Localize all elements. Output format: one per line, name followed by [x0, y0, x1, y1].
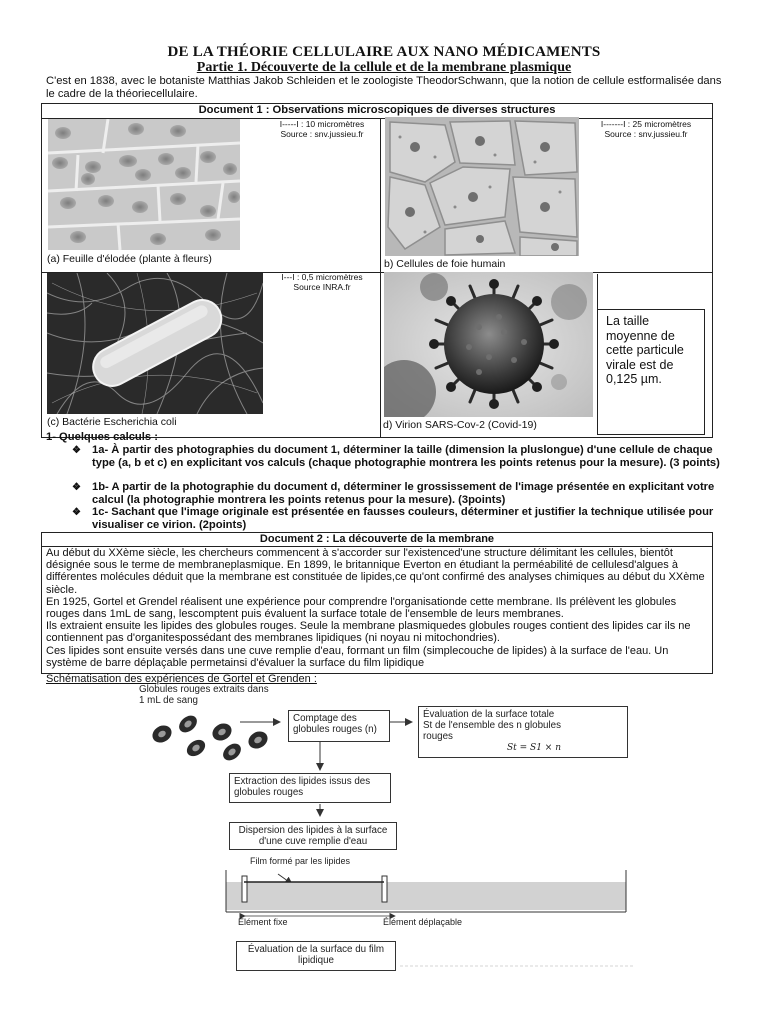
document-2-frame [41, 532, 713, 674]
count-box: Comptage des globules rouges (n) [288, 710, 390, 742]
doc2-paragraph: Ils extraient ensuite les lipides des globules rouges. Seule la membrane plasmiquedes globules rouges contient des lipides car ils ne contiennent pas d'organitespossédant des membranes lipidiques (ni noyau ni mitochondries). [46, 620, 691, 645]
red-blood-cells-icon [144, 712, 274, 762]
caption-a: (a) Feuille d'élodée (plante à fleurs) [47, 253, 212, 265]
intro-paragraph: C'est en 1838, avec le botaniste Matthias Jakob Schleiden et le zoologiste TheodorSchwann, que la notion de cellule estformalisée dans le cadre de la théoriecellulaire. [46, 75, 722, 100]
question-1b [72, 481, 724, 507]
question-1b-text: 1b- A partir de la photographie du document d, déterminer le grossissement de l'image présentée en explicitant votre calcul (la photographie montrera les points retenus pour la mesure). (3points) [92, 481, 715, 506]
source-c: Source INRA.fr [293, 282, 351, 292]
film-label: Film formé par les lipides [250, 856, 351, 866]
diamond-bullet-icon: ❖ [72, 445, 81, 456]
virion-photo [384, 272, 593, 417]
film-surface-eval-box: Évaluation de la surface du film lipidique [236, 941, 396, 971]
scale-bar-b: I-------I : 25 micromètres [600, 119, 692, 129]
scale-bar-c: I---I : 0,5 micromètres [281, 272, 363, 282]
doc2-paragraph: Ces lipides sont ensuite versés dans une cuve remplie d'eau, formant un film (simplecouche de lipides) à la surface de l'eau. Un système de barre déplaçable permetainsi d'évaluer la surface du film lipidique [46, 644, 669, 669]
doc2-paragraph: En 1925, Gortel et Grendel réalisent une expérience pour comprendre l'organisationde cette membrane. Ils prélèvent les globules rouges dans 1mL de sang, lescomptent puis évaluent la surface totale de l'ensemble de leurs membranes. [46, 595, 677, 621]
surface-total-text: Évaluation de la surface totale St de l'ensemble des n globules rouges [423, 709, 562, 742]
liver-cells-photo [385, 117, 579, 256]
elodea-leaf-photo [48, 119, 240, 250]
surface-formula: St = S1 × n [507, 743, 561, 753]
schema-title: Schématisation des expériences de Gortel et Grenden : [46, 673, 317, 685]
viral-size-note: La taille moyenne de cette particule virale est de 0,125 µm. [597, 309, 705, 435]
water-tank-diagram [222, 868, 632, 918]
caption-b: b) Cellules de foie humain [384, 258, 506, 270]
doc1-vertical-divider [380, 118, 381, 438]
ecoli-photo [47, 273, 263, 414]
source-b: Source : snv.jussieu.fr [604, 129, 688, 139]
source-a: Source : snv.jussieu.fr [280, 129, 364, 139]
question-1c [72, 506, 724, 532]
diamond-bullet-icon: ❖ [72, 507, 81, 518]
diamond-bullet-icon: ❖ [72, 482, 81, 493]
document-2-text [46, 547, 708, 669]
document-2-title: Document 2 : La découverte de la membrane [42, 533, 712, 547]
fixed-element-label: Élément fixe [238, 917, 288, 927]
surface-total-box [418, 706, 628, 758]
caption-d: d) Virion SARS-Cov-2 (Covid-19) [383, 419, 537, 431]
question-1a [72, 444, 724, 483]
questions-heading: 1- Quelques calculs : [46, 431, 158, 443]
lipid-extraction-box: Extraction des lipides issus des globules rouges [229, 773, 391, 803]
document-1-title: Document 1 : Observations microscopiques de diverses structures [42, 104, 712, 119]
doc2-paragraph: Au début du XXème siècle, les chercheurs commencent à s'accorder sur l'existenced'une structure délimitant les cellules, bientôt désignée sous le terme de membraneplasmique. En 1899, le britannique Everton en étudiant la perméabilité de cellulesd'algues à différentes molécules déduit que la membrane est constituée de lipides,ce qu'ont confirmé des analyses chimiques au début du XXème siècle. [46, 547, 705, 596]
blood-label: Globules rouges extraits dans 1 mL de sang [139, 684, 269, 706]
question-1a-text: 1a- À partir des photographies du document 1, déterminer la taille (dimension la pluslongue) d'une cellule de chaque type (a, b et c) en explicitant vos calculs (chaque photographie montrera les points retenus pour la mesure). (3 points) [92, 444, 720, 469]
scale-bar-a: I-----I : 10 micromètres [279, 119, 365, 129]
lipid-dispersion-box: Dispersion des lipides à la surface d'une cuve remplie d'eau [229, 822, 397, 850]
question-1c-text: 1c- Sachant que l'image originale est présentée en fausses couleurs, déterminer et justifier la technique utilisée pour visualiser ce virion. (2points) [92, 506, 714, 531]
mobile-element-label: Élément déplaçable [383, 917, 463, 927]
page-title: DE LA THÉORIE CELLULAIRE AUX NANO MÉDICAMENTS [167, 44, 601, 60]
caption-c: (c) Bactérie Escherichia coli [47, 416, 177, 428]
page-subtitle: Partie 1. Découverte de la cellule et de la membrane plasmique [196, 60, 572, 75]
